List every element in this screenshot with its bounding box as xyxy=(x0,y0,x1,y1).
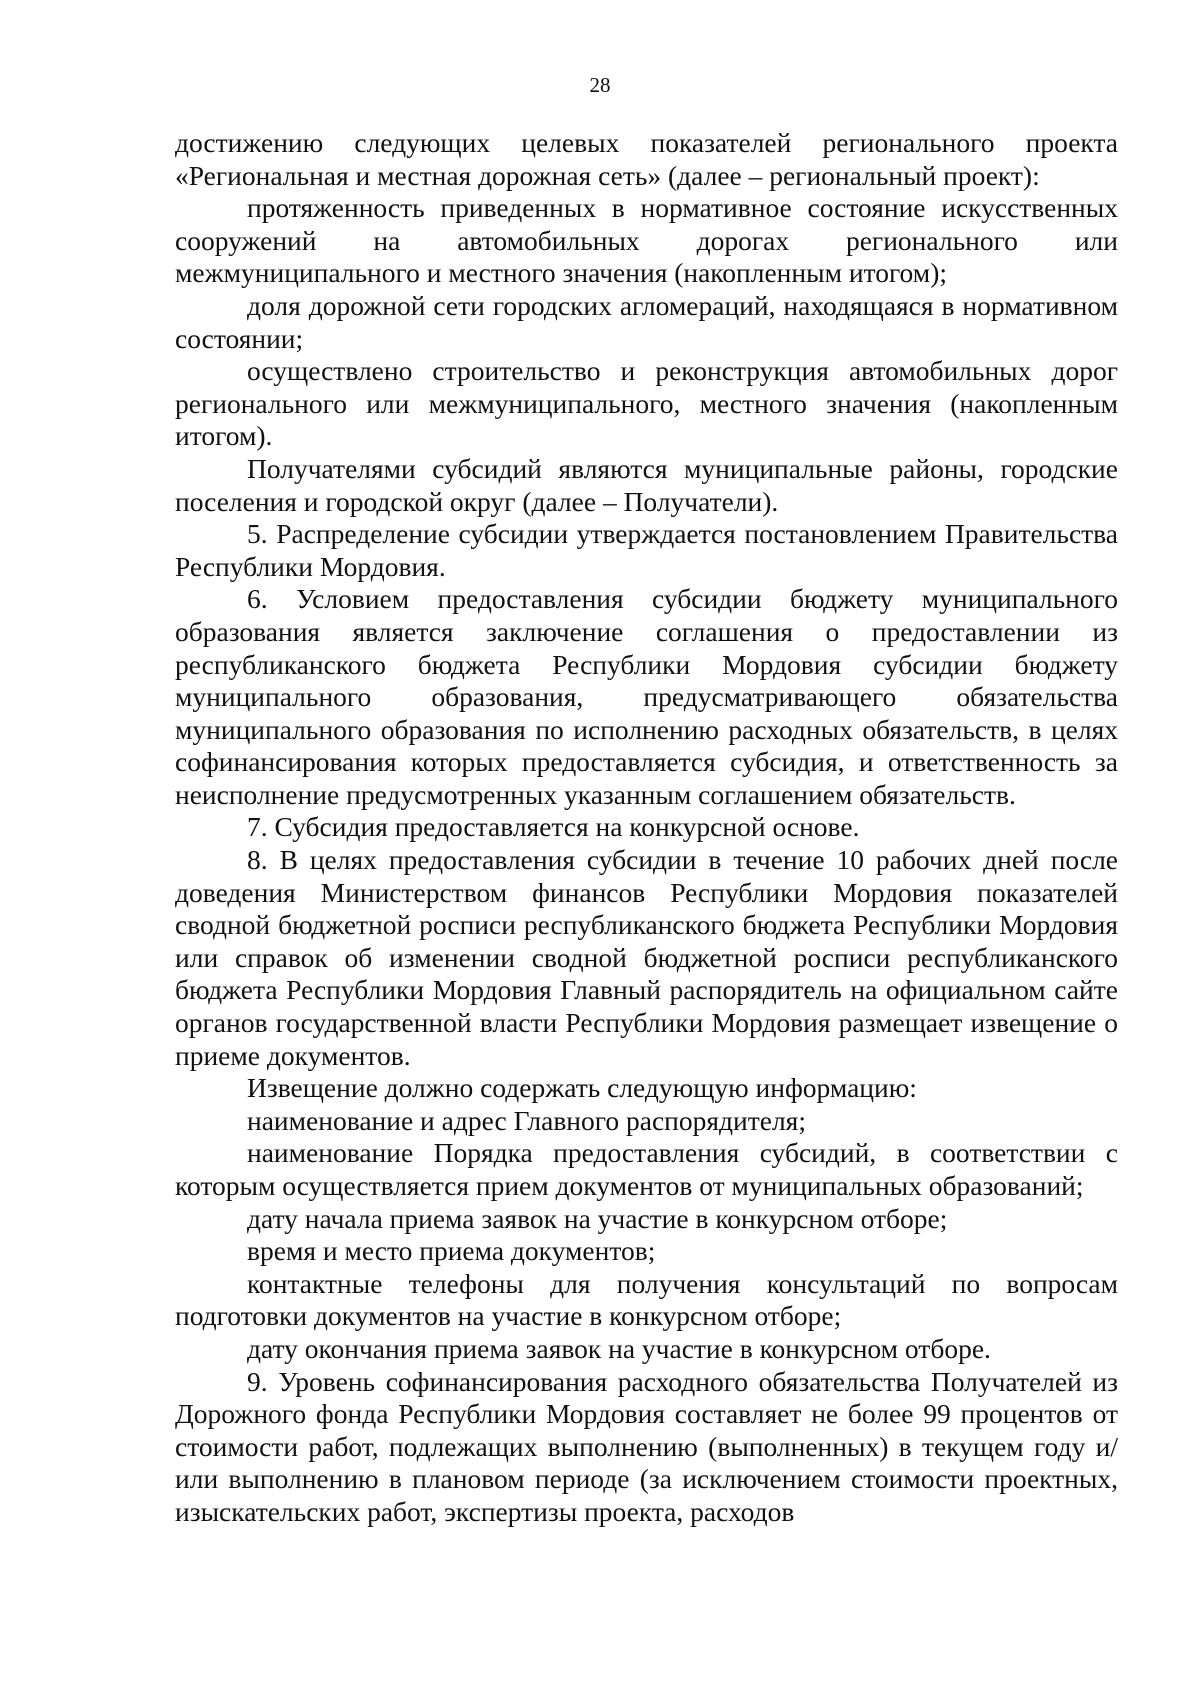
paragraph-indicator-construction: осуществлено строительство и реконструкция автомобильных дорог регионального или межмуниципального, местного значения (накопленным итогом). xyxy=(175,355,1118,452)
paragraph-notice-procedure: наименование Порядка предоставления субсидий, в соответствии с которым осуществляется прием документов от муниципальных образований; xyxy=(175,1137,1118,1201)
paragraph-notice-time-place: время и место приема документов; xyxy=(247,1235,656,1267)
paragraph-item-6: 6. Условием предоставления субсидии бюджету муниципального образования является заключение соглашения о предоставлении из республиканского бюджета Республики Мордовия субсидии бюджету муниципального образования, предусматривающего обязательства муниципального образования по исполнению расходных обязательств, в целях софинансирования которых предоставляется субсидия, и ответственность за неисполнение предусмотренных указанным соглашением обязательств. xyxy=(175,583,1118,810)
paragraph-recipients: Получателями субсидий являются муниципальные районы, городские поселения и городской округ (далее – Получатели). xyxy=(175,452,1118,517)
document-body xyxy=(175,127,1118,1529)
paragraph-indicator-structures: протяженность приведенных в нормативное состояние искусственных сооружений на автомобильных дорогах регионального или межмуниципального и местного значения (накопленным итогом); xyxy=(175,192,1118,289)
paragraph-notice-name-address: наименование и адрес Главного распорядителя; xyxy=(247,1104,806,1136)
paragraph-item-7: 7. Субсидия предоставляется на конкурсной основе. xyxy=(247,811,860,843)
paragraph-intro-continuation: достижению следующих целевых показателей регионального проекта «Региональная и местная дорожная сеть» (далее – региональный проект): xyxy=(175,127,1118,191)
paragraph-item-5: 5. Распределение субсидии утверждается постановлением Правительства Республики Мордовия. xyxy=(175,518,1118,582)
paragraph-notice-start-date: дату начала приема заявок на участие в конкурсном отборе; xyxy=(247,1202,948,1234)
paragraph-indicator-agglomerations: доля дорожной сети городских агломераций, находящаяся в нормативном состоянии; xyxy=(175,289,1118,354)
paragraph-notice-end-date: дату окончания приема заявок на участие в конкурсном отборе. xyxy=(247,1332,991,1364)
paragraph-item-9: 9. Уровень софинансирования расходного обязательства Получателей из Дорожного фонда Республики Мордовия составляет не более 99 процентов от стоимости работ, подлежащих выполнению (выполненных) в текущем году и/или выполнению в плановом периоде (за исключением стоимости проектных, изыскательских работ, экспертизы проекта, расходов xyxy=(175,1365,1118,1527)
paragraph-notice-phones: контактные телефоны для получения консультаций по вопросам подготовки документов на участие в конкурсном отборе; xyxy=(175,1267,1118,1332)
paragraph-item-8: 8. В целях предоставления субсидии в течение 10 рабочих дней после доведения Министерством финансов Республики Мордовия показателей сводной бюджетной росписи республиканского бюджета Республики Мордовия или справок об изменении сводной бюджетной росписи республиканского бюджета Республики Мордовия Главный распорядитель на официальном сайте органов государственной власти Республики Мордовия размещает извещение о приеме документов. xyxy=(175,844,1118,1071)
paragraph-notice-contents: Извещение должно содержать следующую информацию: xyxy=(247,1072,917,1104)
page-number: 28 xyxy=(589,73,611,97)
